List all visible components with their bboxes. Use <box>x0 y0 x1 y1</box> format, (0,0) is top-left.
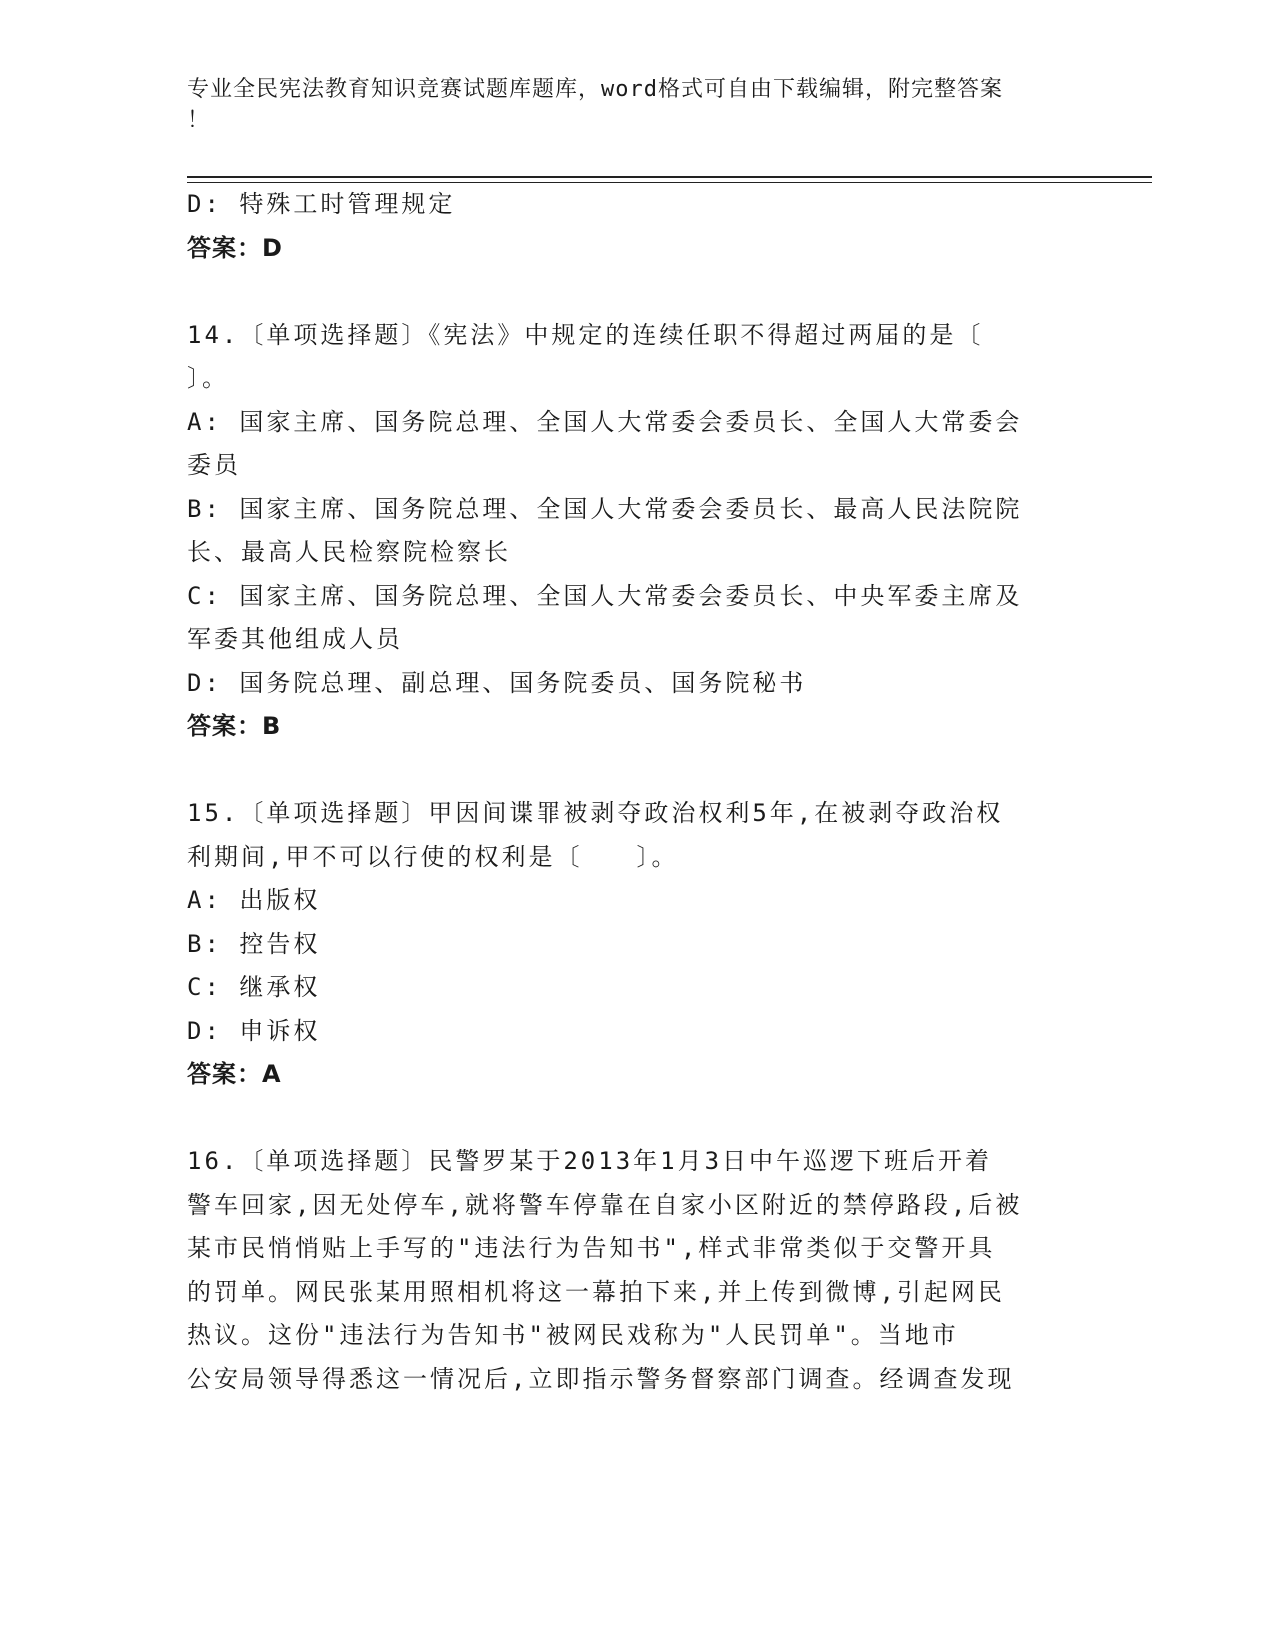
q13-answer: 答案：D <box>187 234 283 262</box>
q13-option-d: D: 特殊工时管理规定 <box>187 190 456 218</box>
q14-question-line-1: 14.〔单项选择题〕《宪法》中规定的连续任职不得超过两届的是〔 <box>187 321 984 349</box>
q16-question-line-1: 16.〔单项选择题〕民警罗某于2013年1月3日中午巡逻下班后开着 <box>187 1147 993 1175</box>
q14-option-b-line-2: 长、最高人民检察院检察长 <box>187 538 511 566</box>
q16-question-line-6: 公安局领导得悉这一情况后,立即指示警务督察部门调查。经调查发现 <box>187 1365 1015 1393</box>
header-divider-thick <box>187 176 1152 178</box>
q16-question-line-2: 警车回家,因无处停车,就将警车停靠在自家小区附近的禁停路段,后被 <box>187 1191 1023 1219</box>
q14-option-c-line-2: 军委其他组成人员 <box>187 625 403 653</box>
q15-option-b: B: 控告权 <box>187 930 321 958</box>
q14-option-b-line-1: B: 国家主席、国务院总理、全国人大常委会委员长、最高人民法院院 <box>187 495 1023 523</box>
header-text-line-1: 专业全民宪法教育知识竞赛试题库题库，word格式可自由下载编辑，附完整答案 <box>187 77 1003 102</box>
q14-option-a-line-1: A: 国家主席、国务院总理、全国人大常委会委员长、全国人大常委会 <box>187 408 1023 436</box>
page-header <box>187 74 1067 136</box>
q15-option-c: C: 继承权 <box>187 973 321 1001</box>
q14-option-c-line-1: C: 国家主席、国务院总理、全国人大常委会委员长、中央军委主席及 <box>187 582 1023 610</box>
q15-question-line-2: 利期间,甲不可以行使的权利是〔 〕。 <box>187 843 679 871</box>
q15-option-d: D: 申诉权 <box>187 1017 321 1045</box>
q14-question-line-2: 〕。 <box>187 364 229 392</box>
q14-option-d: D: 国务院总理、副总理、国务院委员、国务院秘书 <box>187 669 807 697</box>
q15-question-line-1: 15.〔单项选择题〕甲因间谍罪被剥夺政治权利5年,在被剥夺政治权 <box>187 799 1004 827</box>
q15-option-a: A: 出版权 <box>187 886 321 914</box>
q15-answer: 答案：A <box>187 1060 282 1088</box>
q14-option-a-line-2: 委员 <box>187 451 241 479</box>
header-text-line-2: ！ <box>187 108 211 133</box>
q14-answer: 答案：B <box>187 712 282 740</box>
q16-question-line-5: 热议。这份"违法行为告知书"被网民戏称为"人民罚单"。当地市 <box>187 1321 959 1349</box>
header-divider-thin <box>187 182 1152 183</box>
q16-question-line-3: 某市民悄悄贴上手写的"违法行为告知书",样式非常类似于交警开具 <box>187 1234 996 1262</box>
q16-question-line-4: 的罚单。网民张某用照相机将这一幕拍下来,并上传到微博,引起网民 <box>187 1278 1005 1306</box>
